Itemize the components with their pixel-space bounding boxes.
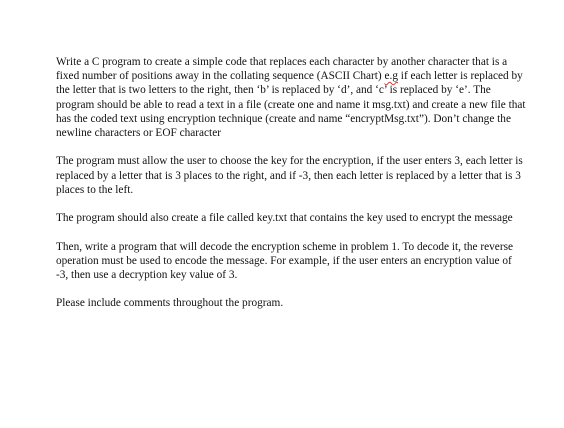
paragraph-3: The program should also create a file called key.txt that contains the key used to encrypt the message (56, 212, 513, 225)
paragraph-4: Then, write a program that will decode the encryption scheme in problem 1. To decode it, the reverse operation must be used to encode the message. For example, if the user enters an encryption value of -3, then use a decryption key value of 3. (56, 240, 513, 281)
paragraph-1-text-after: if each letter is replaced by the letter that is two letters to the right, then ‘b’ is replaced by ‘d’, and ‘c’ is replaced by ‘e’. The program should be able to read a text in a file (create one and name it msg.txt) and create a new file that has the coded text using encryption technique (create and name “encryptMsg.txt”). Don’t change the newline characters or EOF character (56, 70, 526, 140)
spellcheck-flagged-word: e.g (384, 70, 398, 83)
paragraph-5: Please include comments throughout the program. (56, 297, 284, 310)
document-body (56, 55, 526, 325)
paragraph-2: The program must allow the user to choose the key for the encryption, if the user enters 3, each letter is replaced by a letter that is 3 places to the right, and if -3, then each letter is replaced by a letter that is 3 places to the left. (56, 155, 523, 196)
paragraph-1-text-before: Write a C program to create a simple code that replaces each character by another character that is a fixed number of positions away in the collating sequence (ASCII Chart) (56, 56, 508, 83)
paragraph-1 (56, 55, 526, 140)
